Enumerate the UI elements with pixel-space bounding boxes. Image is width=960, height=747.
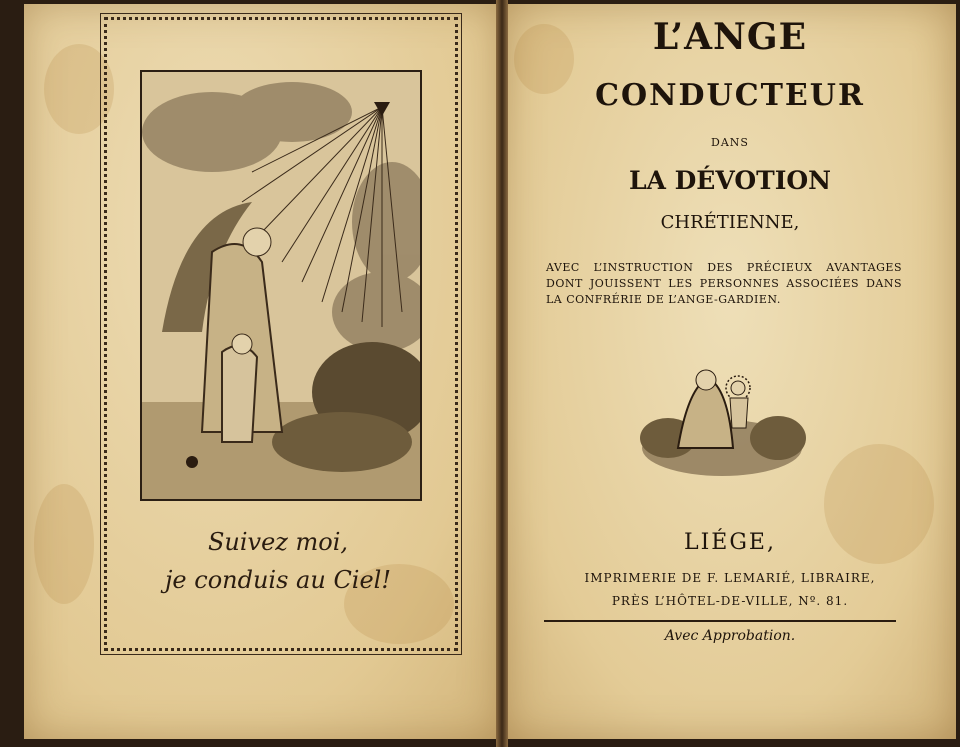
title-line-2: CONDUCTEUR: [595, 78, 865, 113]
approbation-note: Avec Approbation.: [664, 628, 796, 644]
guardian-angel-engraving: [140, 70, 422, 501]
imprint-address: PRÈS L’HÔTEL-DE-VILLE, Nº. 81.: [611, 594, 849, 608]
imprint-printer: IMPRIMERIE DE F. LEMARIÉ, LIBRAIRE,: [584, 571, 876, 585]
subtitle-paragraph: AVEC L’INSTRUCTION DES PRÉCIEUX AVANTAGES DONT JOUISSENT LES PERSONNES ASSOCIÉES DANS LA CONFRÉRIE DE L’ANGE-GARDIEN.: [546, 261, 902, 306]
madonna-vignette: [638, 358, 806, 480]
horizontal-rule: [544, 620, 896, 622]
title-line-4: LA DÉVOTION: [628, 166, 832, 195]
imprint-city: LIÉGE,: [684, 530, 776, 555]
title-line-5: CHRÉTIENNE,: [660, 212, 800, 233]
title-line-1: L’ANGE: [652, 16, 808, 58]
frontispiece-caption-line2: je conduis au Ciel!: [164, 566, 392, 594]
frontispiece-caption-line1: Suivez moi,: [207, 528, 349, 556]
title-line-3: DANS: [711, 136, 749, 149]
foxing-stain: [34, 484, 94, 604]
